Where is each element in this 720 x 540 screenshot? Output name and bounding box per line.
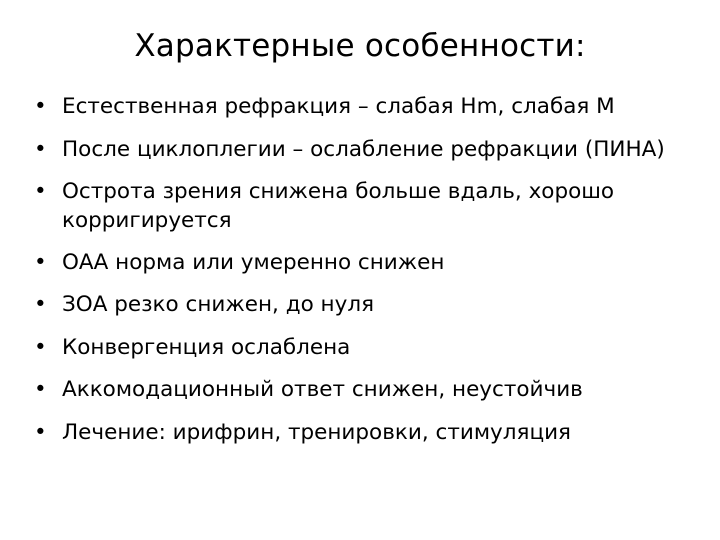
bullet-text: ОАА норма или умеренно снижен — [62, 249, 445, 275]
bullet-text: Острота зрения снижена больше вдаль, хорошо корригируется — [62, 178, 615, 233]
bullet-item-5 — [34, 290, 704, 319]
bullet-icon: • — [34, 136, 47, 162]
slide-title: Характерные особенности: — [134, 28, 586, 64]
bullet-text: Естественная рефракция – слабая Hm, слабая M — [62, 94, 615, 119]
bullet-icon: • — [34, 249, 47, 275]
bullet-icon: • — [34, 334, 47, 360]
bullet-icon: • — [34, 178, 47, 204]
bullet-icon: • — [34, 419, 47, 445]
bullet-text: ЗОА резко снижен, до нуля — [62, 292, 375, 317]
bullet-item-2 — [34, 135, 704, 164]
bullet-item-4 — [34, 248, 704, 277]
bullet-text: Аккомодационный ответ снижен, неустойчив — [62, 377, 583, 402]
bullet-item-8 — [34, 418, 704, 447]
bullet-item-3 — [34, 177, 704, 235]
bullet-item-1 — [34, 92, 704, 121]
bullet-icon: • — [34, 94, 47, 119]
bullet-list — [34, 92, 704, 460]
bullet-icon: • — [34, 377, 47, 402]
bullet-text: После циклоплегии – ослабление рефракции (ПИНА) — [62, 136, 665, 162]
bullet-text: Конвергенция ослаблена — [62, 334, 351, 360]
bullet-icon: • — [34, 292, 47, 317]
bullet-item-7 — [34, 375, 704, 404]
bullet-text: Лечение: ирифрин, тренировки, стимуляция — [62, 419, 571, 445]
bullet-item-6 — [34, 333, 704, 362]
